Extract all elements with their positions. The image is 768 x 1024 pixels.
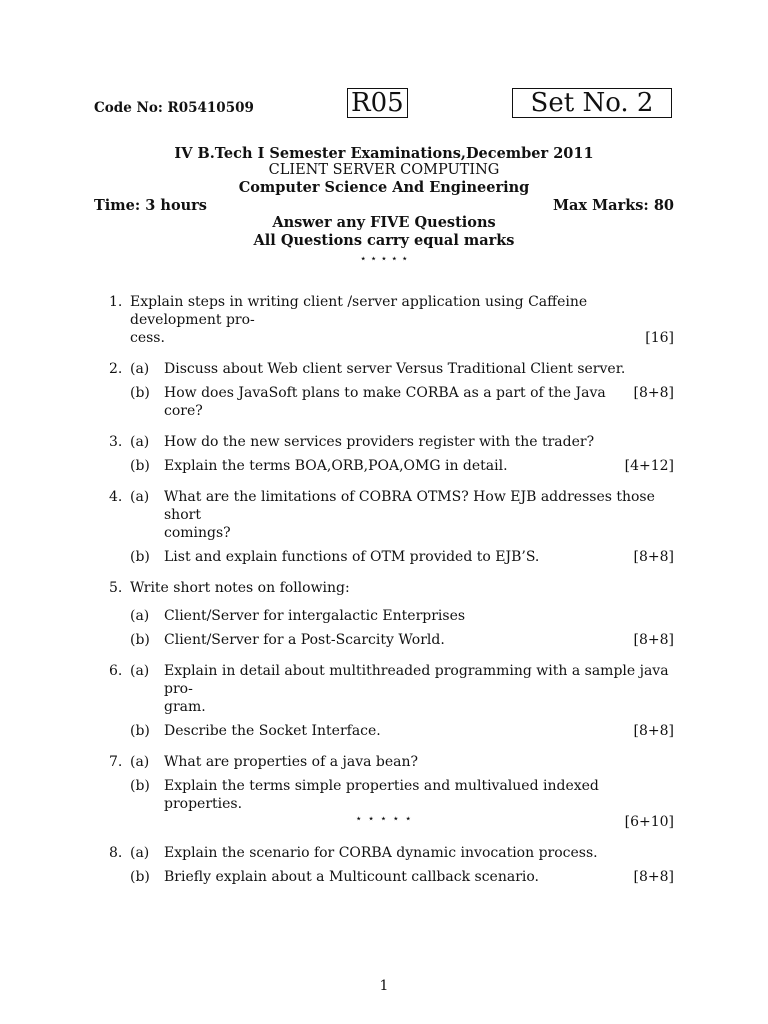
question-3 [94, 433, 674, 475]
part-text-continued: comings? [164, 525, 231, 541]
question-text [130, 293, 674, 329]
part-marks: [8+8] [633, 385, 674, 401]
part-text: What are the limitations of COBRA OTMS? How EJB addresses those short [164, 489, 655, 523]
part-label: (b) [130, 723, 150, 739]
part-marks: [6+10] [624, 814, 674, 830]
question-part [130, 662, 674, 716]
instruction-marks: All Questions carry equal marks [253, 232, 515, 249]
part-marks: [4+12] [624, 458, 674, 474]
question-number: 8. [109, 845, 123, 861]
question-number: 4. [109, 489, 123, 505]
question-part [130, 753, 674, 771]
part-marks: [8+8] [633, 632, 674, 648]
part-text: What are properties of a java bean? [164, 754, 419, 770]
subject-name: CLIENT SERVER COMPUTING [268, 162, 500, 178]
question-text [130, 579, 674, 597]
part-text: Discuss about Web client server Versus Traditional Client server. [164, 361, 626, 377]
question-list [94, 293, 674, 886]
part-marks: [8+8] [633, 869, 674, 885]
part-text: Client/Server for a Post-Scarcity World. [164, 632, 445, 648]
part-text: Explain the terms BOA,ORB,POA,OMG in detail. [164, 458, 508, 474]
part-text-continued: gram. [164, 699, 206, 715]
question-text-line: Write short notes on following: [130, 580, 350, 596]
part-marks: [8+8] [633, 549, 674, 565]
question-part [130, 868, 674, 886]
footer-stars: ⋆ ⋆ ⋆ ⋆ ⋆ [355, 812, 413, 825]
part-text: How do the new services providers register with the trader? [164, 434, 595, 450]
question-part [130, 548, 674, 566]
question-part [130, 433, 674, 451]
part-label: (a) [130, 754, 150, 770]
question-part [130, 844, 674, 862]
question-marks: [16] [645, 330, 674, 346]
part-text: Describe the Socket Interface. [164, 723, 381, 739]
question-number: 5. [109, 580, 123, 596]
part-label: (b) [130, 778, 150, 794]
part-marks: [8+8] [633, 723, 674, 739]
part-label: (a) [130, 663, 150, 679]
question-2 [94, 360, 674, 420]
part-text: Explain in detail about multithreaded programming with a sample java pro- [164, 663, 669, 697]
part-label: (b) [130, 458, 150, 474]
question-continued-line: cess. [130, 330, 165, 346]
part-label: (b) [130, 385, 150, 401]
question-4 [94, 488, 674, 566]
question-text-continued [130, 329, 674, 347]
set-number-box: Set No. 2 [512, 88, 672, 118]
question-number: 1. [109, 294, 123, 310]
question-part [130, 631, 674, 649]
question-number: 6. [109, 663, 123, 679]
part-text: How does JavaSoft plans to make CORBA as a part of the Java core? [164, 385, 606, 419]
question-number: 3. [109, 434, 123, 450]
part-label: (b) [130, 632, 150, 648]
exam-title: IV B.Tech I Semester Examinations,December 2011 [174, 145, 594, 162]
question-part [130, 360, 674, 378]
part-text: Explain the terms simple properties and multivalued indexed properties. [164, 778, 599, 812]
instruction-answer: Answer any FIVE Questions [272, 214, 496, 231]
exam-time: Time: 3 hours [94, 197, 207, 214]
part-label: (a) [130, 845, 150, 861]
part-label: (b) [130, 869, 150, 885]
part-text: Briefly explain about a Multicount callback scenario. [164, 869, 539, 885]
part-label: (a) [130, 434, 150, 450]
part-label: (a) [130, 361, 150, 377]
question-part [130, 457, 674, 475]
question-8 [94, 844, 674, 886]
part-text: Explain the scenario for CORBA dynamic invocation process. [164, 845, 598, 861]
max-marks: Max Marks: 80 [552, 197, 674, 214]
question-text-line: Explain steps in writing client /server application using Caffeine development pro- [130, 294, 588, 328]
part-text: List and explain functions of OTM provided to EJB’S. [164, 549, 540, 565]
question-number: 7. [109, 754, 123, 770]
header-stars: ⋆ ⋆ ⋆ ⋆ ⋆ [359, 252, 409, 265]
page-number: 1 [379, 978, 389, 994]
question-6 [94, 662, 674, 740]
part-label: (b) [130, 549, 150, 565]
branch-name: Computer Science And Engineering [238, 179, 530, 196]
part-label: (a) [130, 489, 150, 505]
question-1 [94, 293, 674, 347]
code-number: Code No: R05410509 [94, 100, 254, 116]
part-label: (a) [130, 608, 150, 624]
question-part [130, 607, 674, 625]
question-5 [94, 579, 674, 649]
regulation-box: R05 [347, 88, 408, 118]
question-part [130, 384, 674, 420]
question-part [130, 488, 674, 542]
question-number: 2. [109, 361, 123, 377]
question-part [130, 722, 674, 740]
part-text: Client/Server for intergalactic Enterprises [164, 608, 466, 624]
